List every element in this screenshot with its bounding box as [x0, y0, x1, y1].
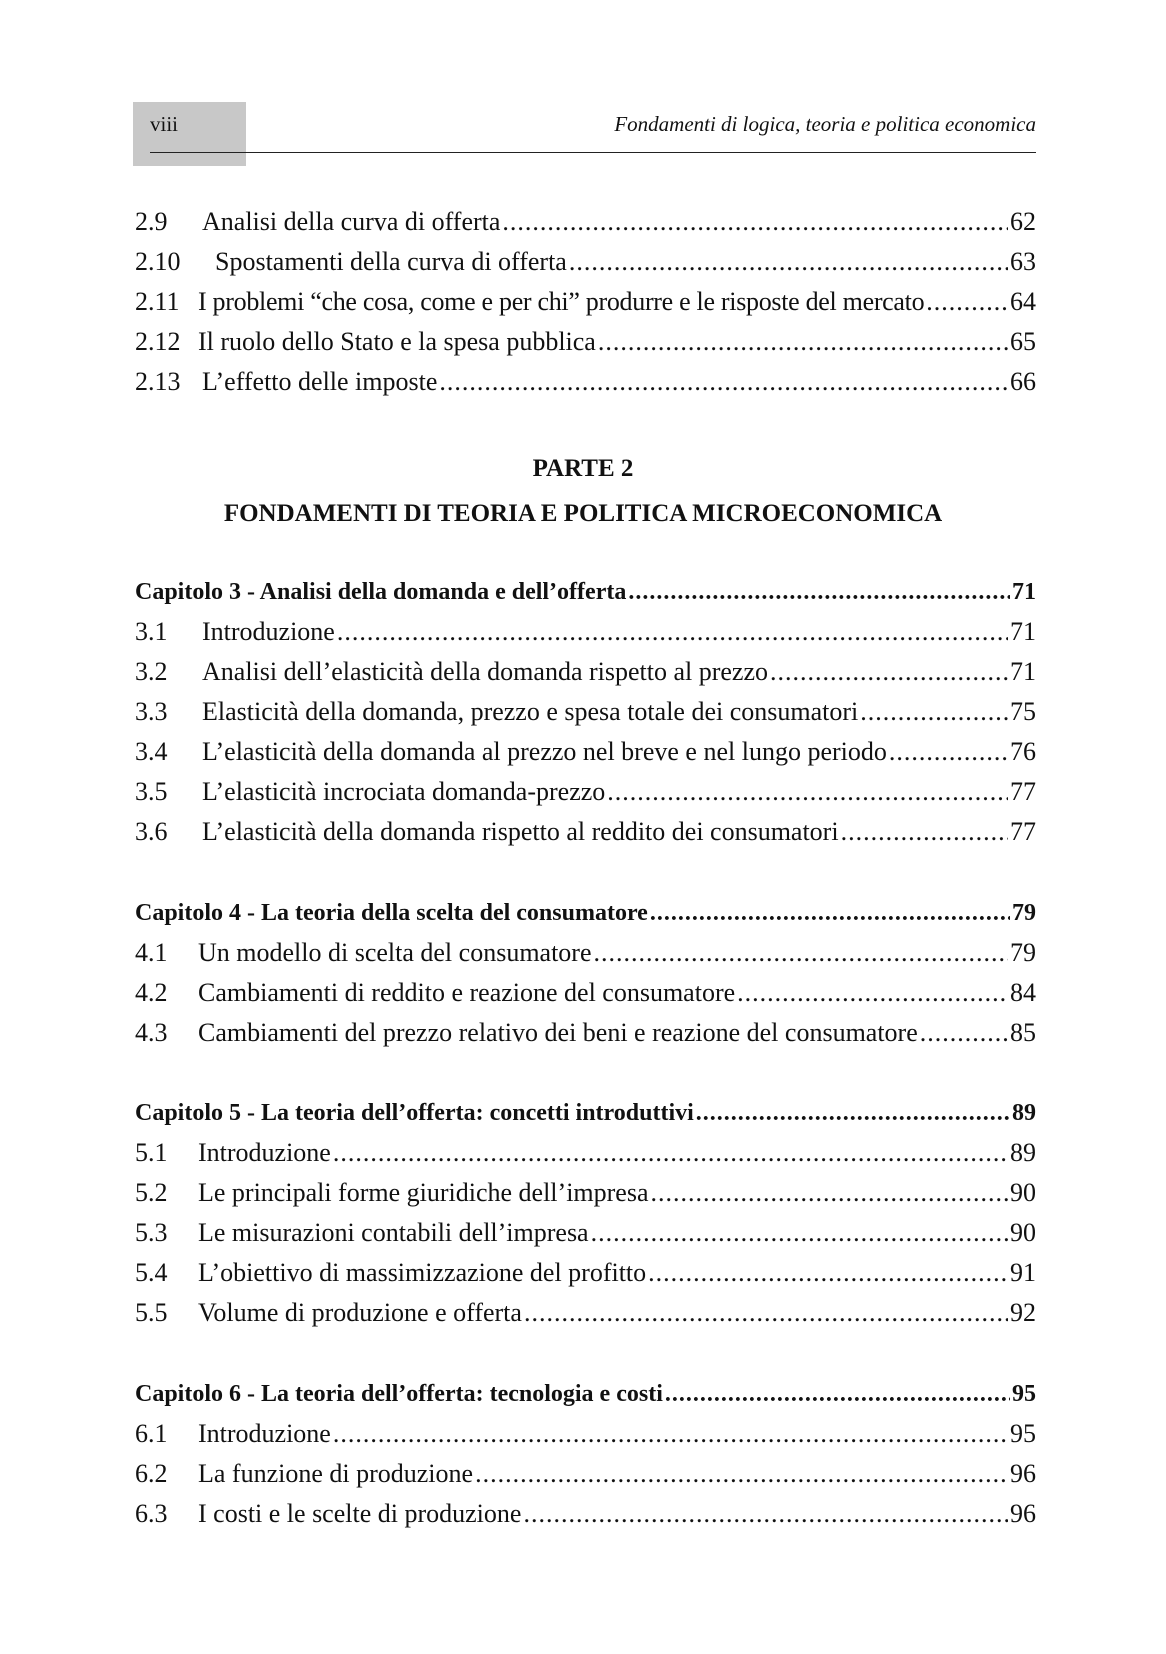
- dot-leader: [523, 1494, 1008, 1534]
- section-title: Elasticità della domanda, prezzo e spesa totale dei consumatori: [202, 697, 859, 726]
- section-number: 3.3: [135, 697, 168, 726]
- page-folio: viii: [150, 112, 179, 136]
- section-page: 71: [1010, 657, 1036, 686]
- toc-entry-3-3[interactable]: [135, 692, 1036, 732]
- dot-leader: [860, 692, 1008, 732]
- toc-entry-5-4[interactable]: [135, 1253, 1036, 1293]
- section-page: 66: [1010, 367, 1036, 396]
- section-number: 2.10: [135, 247, 181, 276]
- section-title: I costi e le scelte di produzione: [198, 1499, 522, 1528]
- toc-chapter-5: [135, 1093, 1036, 1333]
- toc-entry-6-3[interactable]: [135, 1494, 1036, 1534]
- section-title: Analisi della curva di offerta: [202, 207, 501, 236]
- dot-leader: [333, 1133, 1008, 1173]
- dot-leader: [696, 1093, 1010, 1133]
- section-title: La funzione di produzione: [198, 1459, 474, 1488]
- running-title: Fondamenti di logica, teoria e politica economica: [614, 112, 1036, 136]
- section-number: 3.6: [135, 817, 168, 846]
- section-page: 96: [1010, 1459, 1036, 1488]
- section-page: 92: [1010, 1298, 1036, 1327]
- section-title: Il ruolo dello Stato e la spesa pubblica: [198, 327, 596, 356]
- section-title: Introduzione: [198, 1138, 331, 1167]
- section-title: Volume di produzione e offerta: [198, 1298, 522, 1327]
- section-number: 4.3: [135, 1018, 168, 1047]
- chapter-title: Capitolo 3 - Analisi della domanda e dell’offerta: [135, 579, 627, 605]
- toc-entry-5-3[interactable]: [135, 1213, 1036, 1253]
- toc-chapter-4: [135, 893, 1036, 1053]
- dot-leader: [889, 732, 1008, 772]
- section-page: 96: [1010, 1499, 1036, 1528]
- toc-chapter-3: [135, 572, 1036, 852]
- dot-leader: [475, 1454, 1008, 1494]
- chapter-title: Capitolo 6 - La teoria dell’offerta: tecnologia e costi: [135, 1381, 663, 1407]
- section-title: L’obiettivo di massimizzazione del profitto: [198, 1258, 647, 1287]
- part-title: FONDAMENTI DI TEORIA E POLITICA MICROECONOMICA: [223, 500, 943, 527]
- toc-chapter-6: [135, 1374, 1036, 1534]
- section-page: 76: [1010, 737, 1036, 766]
- toc-entry-5-2[interactable]: [135, 1173, 1036, 1213]
- section-page: 62: [1010, 207, 1036, 236]
- toc-entry-2-13[interactable]: [135, 362, 1036, 402]
- toc-entry-3-6[interactable]: [135, 812, 1036, 852]
- dot-leader: [926, 282, 1008, 322]
- toc-entry-3-2[interactable]: [135, 652, 1036, 692]
- section-title: Cambiamenti del prezzo relativo dei beni e reazione del consumatore: [198, 1018, 918, 1047]
- section-number: 6.1: [135, 1419, 168, 1448]
- dot-leader: [665, 1374, 1010, 1414]
- section-title: Le principali forme giuridiche dell’impresa: [198, 1178, 649, 1207]
- toc-entry-6-1[interactable]: [135, 1414, 1036, 1454]
- chapter-entry[interactable]: [135, 893, 1036, 933]
- dot-leader: [651, 1173, 1009, 1213]
- section-number: 4.1: [135, 938, 168, 967]
- section-page: 85: [1010, 1018, 1036, 1047]
- part-label: PARTE 2: [532, 455, 634, 482]
- dot-leader: [650, 893, 1010, 933]
- dot-leader: [737, 973, 1008, 1013]
- toc-entry-3-1[interactable]: [135, 612, 1036, 652]
- toc-entry-3-4[interactable]: [135, 732, 1036, 772]
- toc-entry-3-5[interactable]: [135, 772, 1036, 812]
- section-title: Spostamenti della curva di offerta: [215, 247, 567, 276]
- chapter-page: 95: [1012, 1381, 1036, 1407]
- toc-entry-5-5[interactable]: [135, 1293, 1036, 1333]
- section-number: 4.2: [135, 978, 168, 1007]
- toc-entry-2-11[interactable]: [135, 282, 1036, 322]
- section-page: 89: [1010, 1138, 1036, 1167]
- section-number: 2.12: [135, 327, 181, 356]
- dot-leader: [337, 612, 1008, 652]
- toc-entry-6-2[interactable]: [135, 1454, 1036, 1494]
- header-rule: [150, 152, 1036, 153]
- section-title: L’elasticità della domanda rispetto al reddito dei consumatori: [202, 817, 839, 846]
- toc-entry-2-12[interactable]: [135, 322, 1036, 362]
- chapter-page: 79: [1012, 900, 1036, 926]
- section-title: Le misurazioni contabili dell’impresa: [198, 1218, 589, 1247]
- section-number: 3.5: [135, 777, 168, 806]
- toc-entry-4-1[interactable]: [135, 933, 1036, 973]
- section-number: 5.1: [135, 1138, 168, 1167]
- dot-leader: [524, 1293, 1008, 1333]
- section-title: L’elasticità incrociata domanda-prezzo: [202, 777, 606, 806]
- dot-leader: [598, 322, 1008, 362]
- dot-leader: [439, 362, 1008, 402]
- dot-leader: [333, 1414, 1008, 1454]
- section-page: 77: [1010, 817, 1036, 846]
- section-page: 71: [1010, 617, 1036, 646]
- section-page: 90: [1010, 1178, 1036, 1207]
- section-number: 3.4: [135, 737, 168, 766]
- toc-entry-2-9[interactable]: [135, 202, 1036, 242]
- section-title: Cambiamenti di reddito e reazione del consumatore: [198, 978, 736, 1007]
- section-page: 63: [1010, 247, 1036, 276]
- chapter-entry[interactable]: [135, 1374, 1036, 1414]
- chapter-title: Capitolo 4 - La teoria della scelta del consumatore: [135, 900, 648, 926]
- section-number: 6.2: [135, 1459, 168, 1488]
- dot-leader: [628, 572, 1010, 612]
- section-page: 64: [1010, 287, 1036, 316]
- dot-leader: [648, 1253, 1008, 1293]
- toc-entry-5-1[interactable]: [135, 1133, 1036, 1173]
- dot-leader: [594, 933, 1008, 973]
- dot-leader: [607, 772, 1008, 812]
- dot-leader: [502, 202, 1008, 242]
- section-page: 90: [1010, 1218, 1036, 1247]
- chapter-page: 71: [1012, 579, 1036, 605]
- section-number: 5.3: [135, 1218, 168, 1247]
- section-title: Introduzione: [202, 617, 335, 646]
- section-title: L’elasticità della domanda al prezzo nel breve e nel lungo periodo: [202, 737, 887, 766]
- section-title: L’effetto delle imposte: [202, 367, 438, 396]
- section-page: 77: [1010, 777, 1036, 806]
- section-title: Introduzione: [198, 1419, 331, 1448]
- chapter-title: Capitolo 5 - La teoria dell’offerta: concetti introduttivi: [135, 1100, 694, 1126]
- section-page: 65: [1010, 327, 1036, 356]
- toc-entry-4-3[interactable]: [135, 1013, 1036, 1053]
- section-title: Analisi dell’elasticità della domanda rispetto al prezzo: [202, 657, 769, 686]
- toc-entry-2-10[interactable]: [135, 242, 1036, 282]
- chapter-entry[interactable]: [135, 1093, 1036, 1133]
- dot-leader: [841, 812, 1008, 852]
- section-number: 5.4: [135, 1258, 168, 1287]
- section-number: 6.3: [135, 1499, 168, 1528]
- section-page: 84: [1010, 978, 1036, 1007]
- section-number: 2.13: [135, 367, 181, 396]
- dot-leader: [591, 1213, 1008, 1253]
- section-page: 91: [1010, 1258, 1036, 1287]
- chapter-page: 89: [1012, 1100, 1036, 1126]
- section-number: 3.2: [135, 657, 168, 686]
- section-number: 2.11: [135, 287, 180, 316]
- toc-entry-4-2[interactable]: [135, 973, 1036, 1013]
- toc-prev-sections: [135, 202, 1036, 402]
- section-number: 2.9: [135, 207, 168, 236]
- section-page: 75: [1010, 697, 1036, 726]
- dot-leader: [569, 242, 1008, 282]
- section-page: 79: [1010, 938, 1036, 967]
- section-title: I problemi “che cosa, come e per chi” produrre e le risposte del mercato: [198, 287, 925, 316]
- dot-leader: [920, 1013, 1008, 1053]
- dot-leader: [770, 652, 1008, 692]
- section-title: Un modello di scelta del consumatore: [198, 938, 592, 967]
- section-page: 95: [1010, 1419, 1036, 1448]
- section-number: 5.2: [135, 1178, 168, 1207]
- section-number: 3.1: [135, 617, 168, 646]
- chapter-entry[interactable]: [135, 572, 1036, 612]
- section-number: 5.5: [135, 1298, 168, 1327]
